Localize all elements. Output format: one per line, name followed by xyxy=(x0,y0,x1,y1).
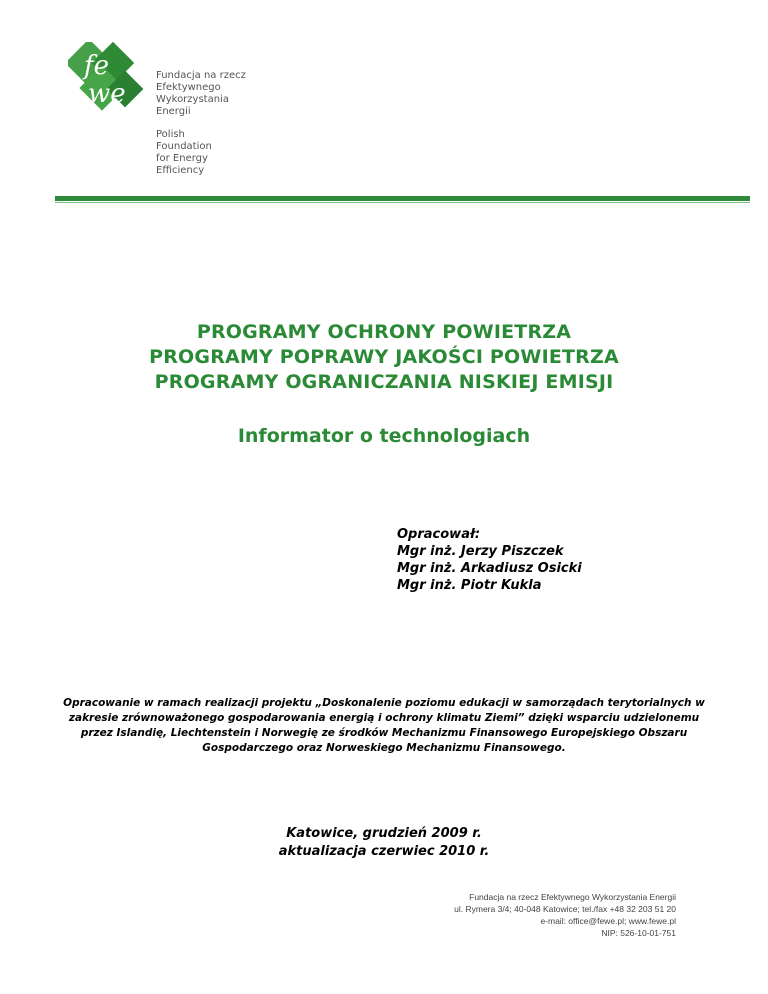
footer-nip: NIP: 526-10-01-751 xyxy=(601,928,676,938)
footer-org: Fundacja na rzecz Efektywnego Wykorzystania Energii xyxy=(469,892,676,902)
logo-name-en-4: Efficiency xyxy=(156,165,205,176)
author-3: Mgr inż. Piotr Kukla xyxy=(397,578,542,593)
fewe-logo xyxy=(68,42,268,192)
logo-mark-text-bottom: we xyxy=(88,79,126,109)
date-line-2: aktualizacja czerwiec 2010 r. xyxy=(278,844,490,859)
logo-name-en-3: for Energy xyxy=(156,153,208,164)
title-line-3: PROGRAMY OGRANICZANIA NISKIEJ EMISJI xyxy=(154,371,614,393)
title-line-2: PROGRAMY POPRAWY JAKOŚCI POWIETRZA xyxy=(149,346,619,368)
dates-block xyxy=(0,825,768,861)
authors-heading: Opracował: xyxy=(397,527,481,542)
logo-name-pl-2: Efektywnego xyxy=(156,82,221,93)
footer-address: ul. Rymera 3/4; 40-048 Katowice; tel./fax +48 32 203 51 20 xyxy=(454,904,676,914)
project-description: Opracowanie w ramach realizacji projektu „Doskonalenie poziomu edukacji w samorządach terytorialnych w zakresie zrównoważonego gospodarowania energią i ochrony klimatu Ziemi” dzięki wsparciu udzielonemu przez Islandię, Liechtenstein i Norwegię ze środków Mechanizmu Finansowego Europejskiego Obszaru Gospodarczego oraz Norweskiego Mechanizmu Finansowego. xyxy=(63,697,705,754)
author-2: Mgr inż. Arkadiusz Osicki xyxy=(397,561,582,576)
authors-block xyxy=(397,526,582,594)
author-1: Mgr inż. Jerzy Piszczek xyxy=(397,544,564,559)
title-line-1: PROGRAMY OCHRONY POWIETRZA xyxy=(196,321,572,343)
fewe-logo-mark xyxy=(68,42,150,120)
logo-name-pl-4: Energii xyxy=(156,106,191,117)
logo-mark-text-top: fe xyxy=(84,51,110,81)
logo-name-en-2: Foundation xyxy=(156,141,212,152)
header-divider xyxy=(55,196,750,203)
main-titles xyxy=(0,320,768,395)
subtitle: Informator o technologiach xyxy=(237,425,531,447)
logo-name-pl-1: Fundacja na rzecz xyxy=(156,70,246,81)
logo-name-en-1: Polish xyxy=(156,129,185,140)
logo-text xyxy=(156,70,246,177)
logo-name-pl-3: Wykorzystania xyxy=(156,94,229,105)
footer-contact xyxy=(454,891,676,939)
footer-email: e-mail: office@fewe.pl; www.fewe.pl xyxy=(540,916,676,926)
date-line-1: Katowice, grudzień 2009 r. xyxy=(286,826,482,841)
